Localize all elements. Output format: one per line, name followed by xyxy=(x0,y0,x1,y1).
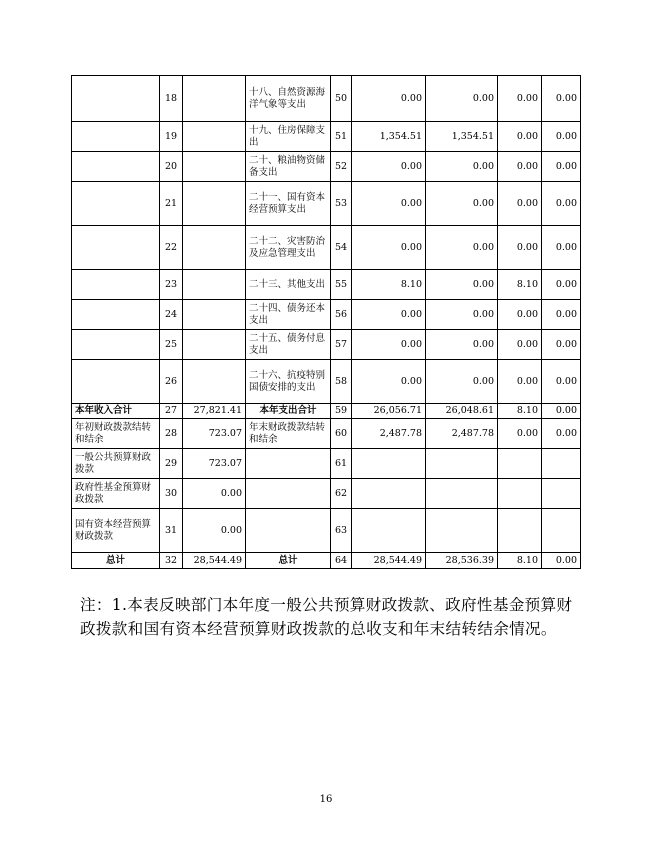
state-capital-amount: 0.00 xyxy=(542,553,581,569)
expense-item: 二十二、灾害防治及应急管理支出 xyxy=(246,226,331,270)
line-number: 24 xyxy=(160,300,183,330)
state-capital-amount: 0.00 xyxy=(542,330,581,360)
general-budget-amount: 0.00 xyxy=(426,270,498,300)
line-number: 18 xyxy=(160,76,183,122)
total-amount xyxy=(352,509,426,553)
income-item-cell xyxy=(72,270,160,300)
expense-item: 二十六、抗疫特别国债安排的支出 xyxy=(246,360,331,404)
table-row xyxy=(72,360,581,404)
line-number: 28 xyxy=(160,419,183,449)
expense-item: 二十、粮油物资储备支出 xyxy=(246,152,331,182)
income-item: 本年收入合计 xyxy=(72,404,160,419)
line-number: 26 xyxy=(160,360,183,404)
income-amount: 723.07 xyxy=(183,419,246,449)
income-amount xyxy=(183,330,246,360)
income-item-cell xyxy=(72,152,160,182)
total-amount: 0.00 xyxy=(352,152,426,182)
total-amount xyxy=(352,449,426,479)
expense-item xyxy=(246,509,331,553)
line-number: 20 xyxy=(160,152,183,182)
line-number: 57 xyxy=(331,330,352,360)
fund-budget-amount: 0.00 xyxy=(498,76,542,122)
table-row xyxy=(72,152,581,182)
fund-budget-amount: 0.00 xyxy=(498,152,542,182)
line-number: 64 xyxy=(331,553,352,569)
general-budget-amount: 0.00 xyxy=(426,300,498,330)
line-number: 31 xyxy=(160,509,183,553)
state-capital-amount: 0.00 xyxy=(542,360,581,404)
line-number: 30 xyxy=(160,479,183,509)
state-capital-amount: 0.00 xyxy=(542,300,581,330)
general-budget-amount xyxy=(426,509,498,553)
general-budget-amount: 0.00 xyxy=(426,76,498,122)
line-number: 59 xyxy=(331,404,352,419)
state-capital-amount: 0.00 xyxy=(542,122,581,152)
line-number: 51 xyxy=(331,122,352,152)
table-row xyxy=(72,404,581,419)
table-row xyxy=(72,122,581,152)
total-amount: 8.10 xyxy=(352,270,426,300)
line-number: 61 xyxy=(331,449,352,479)
fund-budget-amount xyxy=(498,509,542,553)
fund-budget-amount xyxy=(498,449,542,479)
general-budget-amount: 0.00 xyxy=(426,182,498,226)
table-row xyxy=(72,509,581,553)
general-budget-amount: 28,536.39 xyxy=(426,553,498,569)
line-number: 50 xyxy=(331,76,352,122)
budget-table xyxy=(71,75,581,569)
fund-budget-amount: 0.00 xyxy=(498,360,542,404)
general-budget-amount: 2,487.78 xyxy=(426,419,498,449)
total-amount: 0.00 xyxy=(352,300,426,330)
table-row xyxy=(72,479,581,509)
total-amount: 1,354.51 xyxy=(352,122,426,152)
fund-budget-amount: 8.10 xyxy=(498,553,542,569)
general-budget-amount: 26,048.61 xyxy=(426,404,498,419)
income-amount xyxy=(183,182,246,226)
fund-budget-amount: 0.00 xyxy=(498,300,542,330)
income-item: 政府性基金预算财政拨款 xyxy=(72,479,160,509)
expense-item: 二十五、债务付息支出 xyxy=(246,330,331,360)
line-number: 56 xyxy=(331,300,352,330)
income-amount: 0.00 xyxy=(183,479,246,509)
table-row xyxy=(72,182,581,226)
line-number: 19 xyxy=(160,122,183,152)
income-item-cell xyxy=(72,360,160,404)
income-amount: 0.00 xyxy=(183,509,246,553)
state-capital-amount: 0.00 xyxy=(542,182,581,226)
income-item: 国有资本经营预算财政拨款 xyxy=(72,509,160,553)
table-row xyxy=(72,419,581,449)
income-amount: 27,821.41 xyxy=(183,404,246,419)
general-budget-amount xyxy=(426,479,498,509)
general-budget-amount: 0.00 xyxy=(426,330,498,360)
income-item: 总计 xyxy=(72,553,160,569)
table-row xyxy=(72,76,581,122)
state-capital-amount xyxy=(542,449,581,479)
fund-budget-amount: 0.00 xyxy=(498,226,542,270)
general-budget-amount: 0.00 xyxy=(426,360,498,404)
expense-item: 十九、住房保障支出 xyxy=(246,122,331,152)
fund-budget-amount: 8.10 xyxy=(498,270,542,300)
table-row xyxy=(72,270,581,300)
state-capital-amount: 0.00 xyxy=(542,226,581,270)
fund-budget-amount: 0.00 xyxy=(498,419,542,449)
state-capital-amount xyxy=(542,479,581,509)
fund-budget-amount xyxy=(498,479,542,509)
line-number: 21 xyxy=(160,182,183,226)
table-row xyxy=(72,449,581,479)
general-budget-amount xyxy=(426,449,498,479)
table-row xyxy=(72,553,581,569)
income-item-cell xyxy=(72,226,160,270)
income-amount xyxy=(183,300,246,330)
income-amount xyxy=(183,122,246,152)
total-amount: 0.00 xyxy=(352,360,426,404)
total-amount: 28,544.49 xyxy=(352,553,426,569)
line-number: 63 xyxy=(331,509,352,553)
table-note: 注：1.本表反映部门本年度一般公共预算财政拨款、政府性基金预算财政拨款和国有资本经营预算财政拨款的总收支和年末结转结余情况。 xyxy=(80,596,573,638)
line-number: 22 xyxy=(160,226,183,270)
state-capital-amount xyxy=(542,509,581,553)
fund-budget-amount: 0.00 xyxy=(498,182,542,226)
expense-item: 二十四、债务还本支出 xyxy=(246,300,331,330)
total-amount: 0.00 xyxy=(352,182,426,226)
income-item-cell xyxy=(72,300,160,330)
income-amount xyxy=(183,152,246,182)
state-capital-amount: 0.00 xyxy=(542,404,581,419)
table-row xyxy=(72,330,581,360)
expense-item xyxy=(246,479,331,509)
income-item-cell xyxy=(72,182,160,226)
expense-item: 二十一、国有资本经营预算支出 xyxy=(246,182,331,226)
line-number: 55 xyxy=(331,270,352,300)
income-item-cell xyxy=(72,122,160,152)
line-number: 32 xyxy=(160,553,183,569)
income-item-cell xyxy=(72,330,160,360)
income-item-cell xyxy=(72,76,160,122)
state-capital-amount: 0.00 xyxy=(542,270,581,300)
line-number: 23 xyxy=(160,270,183,300)
line-number: 58 xyxy=(331,360,352,404)
line-number: 54 xyxy=(331,226,352,270)
fund-budget-amount: 0.00 xyxy=(498,122,542,152)
general-budget-amount: 1,354.51 xyxy=(426,122,498,152)
general-budget-amount: 0.00 xyxy=(426,152,498,182)
total-amount: 2,487.78 xyxy=(352,419,426,449)
income-amount xyxy=(183,76,246,122)
total-amount: 26,056.71 xyxy=(352,404,426,419)
income-amount xyxy=(183,270,246,300)
expense-item: 二十三、其他支出 xyxy=(246,270,331,300)
line-number: 62 xyxy=(331,479,352,509)
total-amount: 0.00 xyxy=(352,330,426,360)
income-amount xyxy=(183,226,246,270)
line-number: 52 xyxy=(331,152,352,182)
line-number: 60 xyxy=(331,419,352,449)
fund-budget-amount: 0.00 xyxy=(498,330,542,360)
total-amount: 0.00 xyxy=(352,76,426,122)
line-number: 53 xyxy=(331,182,352,226)
income-item: 一般公共预算财政拨款 xyxy=(72,449,160,479)
expense-item: 年末财政拨款结转和结余 xyxy=(246,419,331,449)
general-budget-amount: 0.00 xyxy=(426,226,498,270)
state-capital-amount: 0.00 xyxy=(542,419,581,449)
state-capital-amount: 0.00 xyxy=(542,76,581,122)
state-capital-amount: 0.00 xyxy=(542,152,581,182)
total-amount: 0.00 xyxy=(352,226,426,270)
line-number: 29 xyxy=(160,449,183,479)
line-number: 25 xyxy=(160,330,183,360)
expense-item: 十八、自然资源海洋气象等支出 xyxy=(246,76,331,122)
expense-item: 总计 xyxy=(246,553,331,569)
total-amount xyxy=(352,479,426,509)
income-amount: 28,544.49 xyxy=(183,553,246,569)
expense-item xyxy=(246,449,331,479)
income-item: 年初财政拨款结转和结余 xyxy=(72,419,160,449)
table-row xyxy=(72,300,581,330)
income-amount xyxy=(183,360,246,404)
fund-budget-amount: 8.10 xyxy=(498,404,542,419)
table-row xyxy=(72,226,581,270)
income-amount: 723.07 xyxy=(183,449,246,479)
line-number: 27 xyxy=(160,404,183,419)
page-number: 16 xyxy=(319,794,333,805)
expense-item: 本年支出合计 xyxy=(246,404,331,419)
